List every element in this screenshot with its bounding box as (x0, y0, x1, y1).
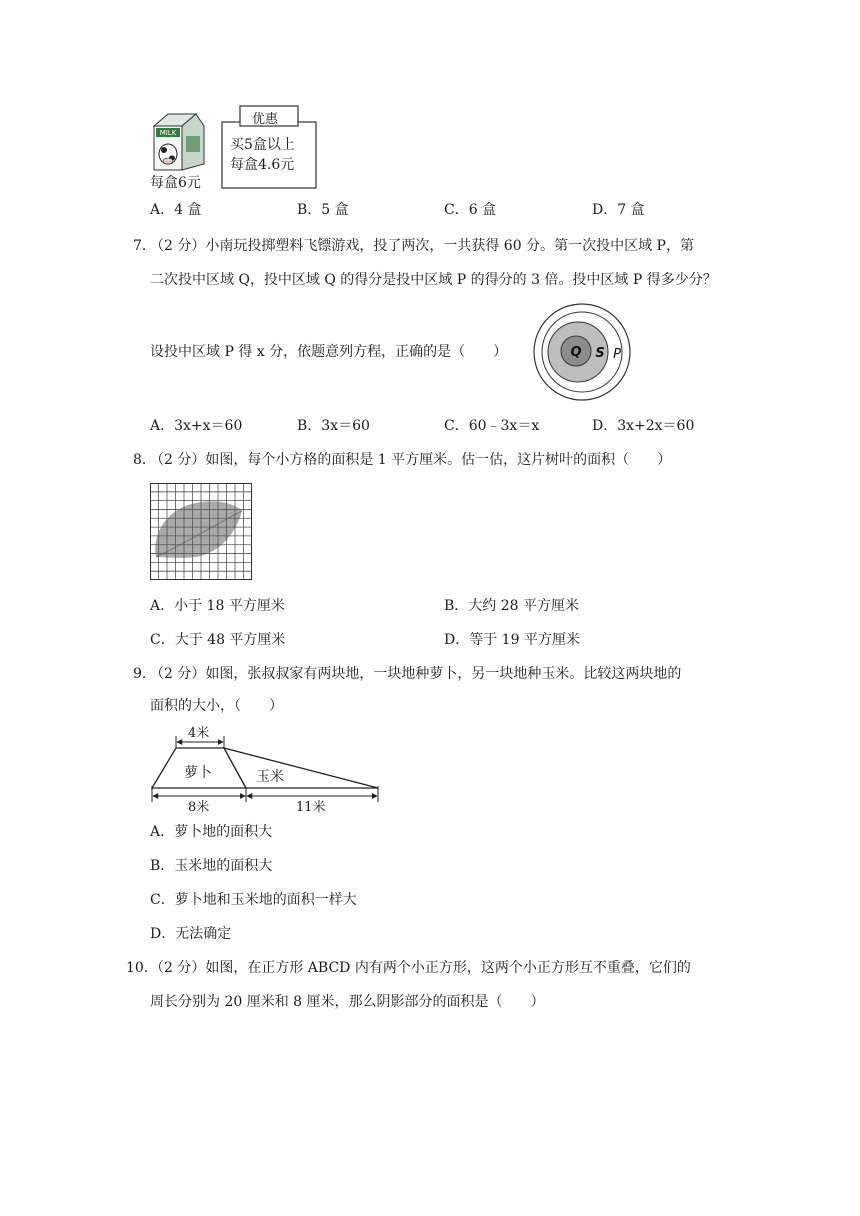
q7-number: 7． (133, 238, 156, 254)
fig-label-radish: 萝卜 (184, 765, 212, 781)
q10-stem-line2: 周长分别为 20 厘米和 8 厘米，那么阴影部分的面积是（ ） (150, 994, 545, 1010)
q8-option-a[interactable]: A．小于 18 平方厘米 (150, 598, 285, 614)
q9-stem-line2: 面积的大小，（ ） (150, 698, 283, 714)
q8-option-b[interactable]: B．大约 28 平方厘米 (444, 598, 580, 614)
fig-label-top: 4米 (188, 722, 209, 741)
price-label: 每盒6元 (150, 175, 201, 191)
q8-option-d[interactable]: D．等于 19 平方厘米 (444, 632, 580, 648)
fig-label-bottom-left: 8米 (188, 800, 210, 815)
target-label-s: S (595, 346, 605, 361)
q8-number: 8． (133, 452, 156, 468)
dart-target-figure (528, 302, 636, 402)
target-label-q: Q (570, 345, 582, 360)
fig-label-bottom-right: 11米 (296, 800, 326, 815)
q7-prompt: 设投中区域 P 得 x 分，依题意列方程，正确的是（ ） (150, 344, 508, 360)
q7-option-c[interactable]: C．60﹣3x＝x (444, 418, 540, 434)
q6-option-b[interactable]: B．5 盒 (297, 202, 349, 218)
q7-stem-line1: （2 分）小南玩投掷塑料飞镖游戏，投了两次，一共获得 60 分。第一次投中区域 P，第 (150, 238, 694, 254)
fig-label-corn: 玉米 (256, 769, 284, 785)
q10-stem-line1: （2 分）如图，在正方形 ABCD 内有两个小正方形，这两个小正方形互不重叠，它们的 (150, 960, 691, 976)
carton-text: MILK (159, 129, 177, 137)
q9-number: 9． (133, 666, 156, 682)
milk-promo-figure (148, 104, 328, 196)
q9-option-b[interactable]: B．玉米地的面积大 (150, 858, 273, 874)
q9-option-a[interactable]: A．萝卜地的面积大 (150, 824, 273, 840)
q9-stem-line1: （2 分）如图，张叔叔家有两块地，一块地种萝卜，另一块地种玉米。比较这两块地的 (150, 666, 682, 682)
leaf-grid-figure (150, 483, 252, 580)
q7-option-b[interactable]: B．3x＝60 (297, 418, 370, 434)
q7-option-d[interactable]: D．3x+2x＝60 (592, 418, 695, 434)
q9-option-d[interactable]: D．无法确定 (150, 926, 232, 942)
q10-number: 10． (126, 960, 158, 976)
promo-line2: 每盒4.6元 (230, 157, 295, 173)
field-figure (148, 722, 382, 814)
q8-option-c[interactable]: C．大于 48 平方厘米 (150, 632, 286, 648)
q6-option-d[interactable]: D．7 盒 (592, 202, 645, 218)
grid-leaf-icon (150, 483, 252, 580)
q7-stem-line2: 二次投中区域 Q，投中区域 Q 的得分是投中区域 P 的得分的 3 倍。投中区域 P 得多少分？ (150, 272, 717, 288)
promo-line1: 买5盒以上 (230, 137, 295, 153)
target-label-p: P (613, 347, 621, 362)
q9-option-c[interactable]: C．萝卜地和玉米地的面积一样大 (150, 892, 357, 908)
promo-title: 优惠 (252, 112, 279, 127)
q8-stem-line1: （2 分）如图，每个小方格的面积是 1 平方厘米。估一估，这片树叶的面积（ ） (150, 452, 672, 468)
q7-option-a[interactable]: A．3x+x＝60 (150, 418, 243, 434)
q6-option-c[interactable]: C．6 盒 (444, 202, 497, 218)
q6-option-a[interactable]: A．4 盒 (150, 202, 202, 218)
